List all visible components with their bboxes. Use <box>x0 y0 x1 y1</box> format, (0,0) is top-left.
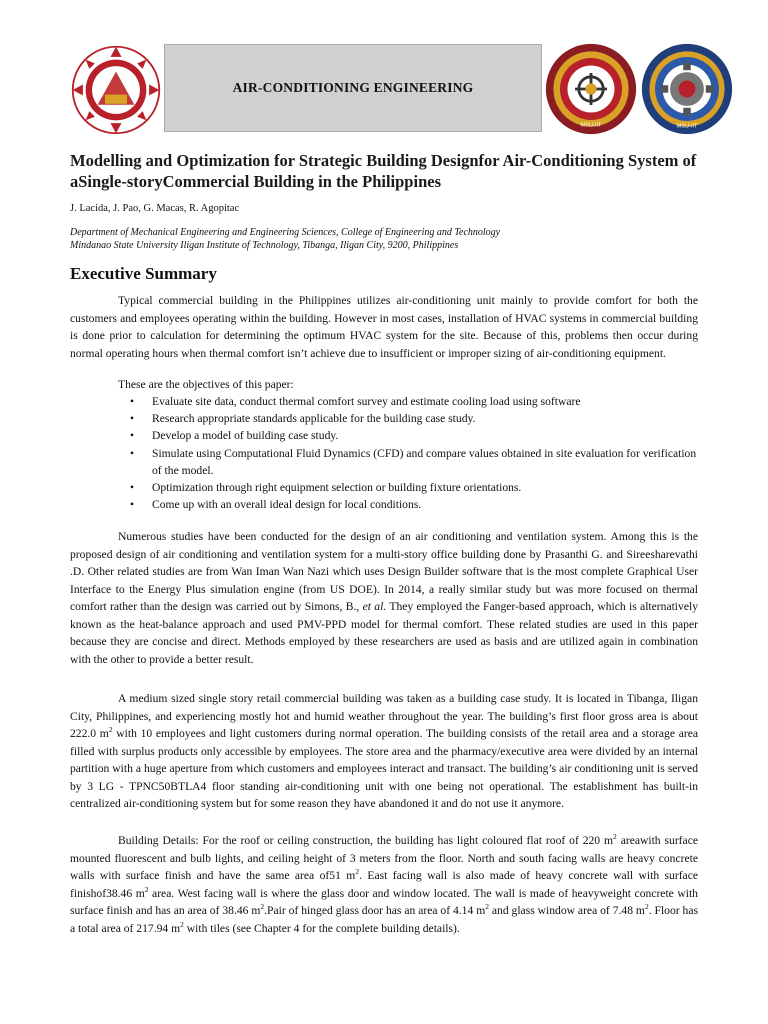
paper-title: Modelling and Optimization for Strategic Building Designfor Air-Conditioning System of aSingle-storyCommercial Building in the Philippines <box>70 151 697 191</box>
superscript: 2 <box>644 902 649 912</box>
superscript: 2 <box>355 867 360 877</box>
affiliation-line-2: Mindanao State University Iligan Institute of Technology, Tibanga, Iligan City, 9200, Philippines <box>70 240 459 251</box>
superscript: 2 <box>180 919 184 929</box>
journal-header-bar <box>164 44 542 132</box>
paper-affiliation <box>70 226 700 252</box>
list-item: • Develop a model of building case study. <box>130 427 698 444</box>
para4-text-e: .Pair of hinged glass door has an area of 4.14 m <box>264 904 486 917</box>
paper-authors: J. Lacida, J. Pao, G. Macas, R. Agopitac <box>70 203 240 214</box>
college-logo-text: MSU-IIT <box>580 122 602 129</box>
para4-text-g: . Floor has a total area of 217.94 m <box>70 904 698 935</box>
superscript: 2 <box>144 884 149 894</box>
list-item: • Evaluate site data, conduct thermal comfort survey and estimate cooling load using software <box>130 393 698 410</box>
paragraph-intro-text: Typical commercial building in the Philippines utilizes air-conditioning unit mainly to provide comfort for both the customers and employees operating within the building. However in most cases, installation of HVAC systems in commercial building is done prior to calculation for determining the optimum HVAC system for the site. Because of this, problems then occur during normal operating hours when thermal comfort isn’t achieve due to insufficient or improper sizing of air-conditioning equipment. <box>70 294 698 360</box>
objectives-list <box>130 393 698 513</box>
list-item: • Optimization through right equipment selection or building fixture orientations. <box>130 479 698 496</box>
section-heading: Executive Summary <box>70 264 217 283</box>
superscript: 2 <box>485 902 489 912</box>
para2-etal: et al. <box>362 600 387 613</box>
para2-text-b: They employed the Fanger-based approach, which is alternatively known as the heat-balance approach and used PMV-PPD model for thermal comfort. These related studies are used in this paper because they are concise and direct. Methods employed by these researchers are used as basis and are utilized again in combination with the other to provide a better result. <box>70 600 698 666</box>
mechanical-engineering-logo <box>640 42 734 136</box>
superscript: 2 <box>260 902 265 912</box>
para4-text-f: and glass window area of 7.48 m <box>488 904 645 917</box>
para4-text-c: . East facing wall is also made of heavy concrete wall with surface finishof38.46 m <box>70 869 698 900</box>
paragraph-case-study <box>70 690 698 813</box>
msu-iit-seal-logo <box>70 44 162 136</box>
para3-text-b: with 10 employees and light customers during normal operation. The building consists of the retail area and a storage area filled with surplus products only accessible by employees. The store area and the pharmacy/executive area were divided by an internal partition with a huge aperture from which customers and employees interact and transact. The building’s air conditioning unit is served by 3 LG - TPNC50BTLA4 floor standing air-conditioning unit with one being not operational. The establishment has built-in centralized air-conditioning system but for some reason they have abandoned it and do not use it anymore. <box>70 727 698 810</box>
list-item: • Come up with an overall ideal design for local conditions. <box>130 496 698 513</box>
para3-text-a: A medium sized single story retail commercial building was taken as a building case study. It is located in Tibanga, Iligan City, Philippines, and experiencing mostly hot and humid weather throughout the year. The building’s first floor gross area is about 222.0 m <box>70 692 698 740</box>
para4-text-b: areawith surface mounted fluorescent and bulb lights, and ceiling height of 3 meters from the floor. North and south facing walls are heavy concrete walls with surface finish and have the same area of51 m <box>70 834 698 882</box>
paragraph-building-details <box>70 832 698 937</box>
para4-text-h: with tiles (see Chapter 4 for the complete building details). <box>183 921 460 935</box>
seal-year-text: 1968 <box>110 113 122 120</box>
paragraph-intro <box>70 292 698 362</box>
superscript: 2 <box>613 832 617 842</box>
objectives-intro: These are the objectives of this paper: <box>118 378 294 391</box>
affiliation-line-1: Department of Mechanical Engineering and Engineering Sciences, College of Engineering and Technology <box>70 227 501 238</box>
para4-text-a: Building Details: For the roof or ceiling construction, the building has light coloured flat roof of 220 m <box>118 834 614 847</box>
superscript: 2 <box>108 725 113 735</box>
mech-logo-text: MSU-IIT <box>676 123 698 130</box>
list-item: • Research appropriate standards applicable for the building case study. <box>130 410 698 427</box>
journal-title: AIR-CONDITIONING ENGINEERING <box>232 80 474 95</box>
para2-text-a: Numerous studies have been conducted for the design of an air conditioning and ventilation system. Among this is the proposed design of air conditioning and ventilation system for a multi-story office building done by Prasanthi G. and Sireesharevathi .D. Other related studies are from Wan Iman Wan Nazi which uses Design Builder software that is the most complete Graphical User Interface to the Energy Plus simulation engine (from US DOE). In 2014, a really similar study but was more focused on thermal comfort rather than the design was carried out by Simons, B., <box>70 530 698 613</box>
college-engineering-technology-logo <box>544 42 638 136</box>
para4-text-d: area. West facing wall is where the glass door and window located. The wall is made of heavyweight concrete with surface finish and has an area of 38.46 m <box>70 886 698 917</box>
list-item: • Simulate using Computational Fluid Dynamics (CFD) and compare values obtained in site evaluation for verification of the model. <box>130 445 698 479</box>
paragraph-related-studies <box>70 528 698 668</box>
